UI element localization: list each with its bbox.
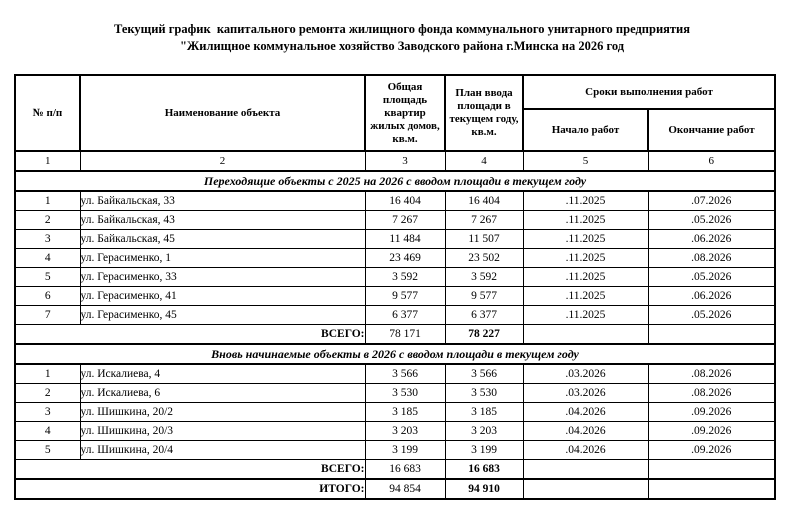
cell-object-name: ул. Байкальская, 45	[80, 229, 365, 248]
cell-num: 1	[15, 191, 80, 210]
cell-plan-area: 3 566	[445, 364, 523, 383]
cell-plan-area: 3 592	[445, 267, 523, 286]
document-title	[0, 21, 804, 55]
table-row	[15, 286, 775, 305]
cell-start-date: .03.2026	[523, 383, 648, 402]
cell-total-area: 3 199	[365, 440, 445, 459]
grand-total-end-empty	[648, 479, 775, 499]
cell-object-name: ул. Герасименко, 45	[80, 305, 365, 324]
table-row	[15, 210, 775, 229]
repair-schedule-table	[14, 74, 776, 500]
cell-total-area: 3 185	[365, 402, 445, 421]
total-start-empty	[523, 459, 648, 479]
total-plan-area: 16 683	[445, 459, 523, 479]
cell-object-name: ул. Герасименко, 41	[80, 286, 365, 305]
cell-end-date: .05.2026	[648, 267, 775, 286]
cell-start-date: .11.2025	[523, 229, 648, 248]
section-header-row	[15, 171, 775, 191]
grand-total-plan-area: 94 910	[445, 479, 523, 499]
cell-num: 3	[15, 402, 80, 421]
column-number: 2	[80, 151, 365, 171]
cell-num: 5	[15, 440, 80, 459]
cell-total-area: 3 566	[365, 364, 445, 383]
column-number: 3	[365, 151, 445, 171]
cell-object-name: ул. Шишкина, 20/2	[80, 402, 365, 421]
grand-total-total-area: 94 854	[365, 479, 445, 499]
cell-plan-area: 16 404	[445, 191, 523, 210]
cell-total-area: 3 530	[365, 383, 445, 402]
cell-end-date: .06.2026	[648, 229, 775, 248]
title-line-2: "Жилищное коммунальное хозяйство Заводского района г.Минска на 2026 год	[179, 39, 625, 53]
total-total-area: 78 171	[365, 324, 445, 344]
table-row	[15, 421, 775, 440]
cell-start-date: .04.2026	[523, 421, 648, 440]
cell-object-name: ул. Байкальская, 43	[80, 210, 365, 229]
cell-start-date: .11.2025	[523, 210, 648, 229]
cell-end-date: .06.2026	[648, 286, 775, 305]
section-header-label: Вновь начинаемые объекты в 2026 с вводом площади в текущем году	[15, 344, 775, 364]
section-total-row	[15, 324, 775, 344]
cell-end-date: .07.2026	[648, 191, 775, 210]
cell-num: 2	[15, 210, 80, 229]
cell-start-date: .11.2025	[523, 286, 648, 305]
cell-start-date: .11.2025	[523, 305, 648, 324]
cell-end-date: .09.2026	[648, 402, 775, 421]
cell-plan-area: 6 377	[445, 305, 523, 324]
grand-total-label: ИТОГО:	[15, 479, 365, 499]
column-number: 1	[15, 151, 80, 171]
grand-total-row	[15, 479, 775, 499]
cell-num: 4	[15, 421, 80, 440]
cell-end-date: .08.2026	[648, 383, 775, 402]
table-row	[15, 440, 775, 459]
cell-plan-area: 3 530	[445, 383, 523, 402]
cell-object-name: ул. Байкальская, 33	[80, 191, 365, 210]
cell-object-name: ул. Герасименко, 33	[80, 267, 365, 286]
cell-start-date: .11.2025	[523, 191, 648, 210]
column-number: 4	[445, 151, 523, 171]
total-end-empty	[648, 324, 775, 344]
cell-start-date: .04.2026	[523, 402, 648, 421]
cell-plan-area: 7 267	[445, 210, 523, 229]
column-number: 6	[648, 151, 775, 171]
cell-total-area: 11 484	[365, 229, 445, 248]
cell-total-area: 7 267	[365, 210, 445, 229]
cell-end-date: .08.2026	[648, 248, 775, 267]
cell-object-name: ул. Шишкина, 20/3	[80, 421, 365, 440]
cell-object-name: ул. Искалиева, 6	[80, 383, 365, 402]
table-header-row	[15, 75, 775, 109]
section-total-row	[15, 459, 775, 479]
table-row	[15, 267, 775, 286]
total-label: ВСЕГО:	[15, 324, 365, 344]
cell-end-date: .09.2026	[648, 440, 775, 459]
cell-total-area: 3 592	[365, 267, 445, 286]
cell-end-date: .05.2026	[648, 305, 775, 324]
cell-end-date: .09.2026	[648, 421, 775, 440]
table-row	[15, 364, 775, 383]
cell-plan-area: 11 507	[445, 229, 523, 248]
table-row	[15, 191, 775, 210]
table-row	[15, 229, 775, 248]
cell-num: 2	[15, 383, 80, 402]
cell-num: 7	[15, 305, 80, 324]
cell-object-name: ул. Герасименко, 1	[80, 248, 365, 267]
total-label: ВСЕГО:	[15, 459, 365, 479]
table-row	[15, 248, 775, 267]
cell-num: 1	[15, 364, 80, 383]
total-total-area: 16 683	[365, 459, 445, 479]
col-header-start: Начало работ	[523, 109, 648, 151]
cell-num: 4	[15, 248, 80, 267]
column-number-row	[15, 151, 775, 171]
table-row	[15, 402, 775, 421]
title-line-1: Текущий график капитального ремонта жилищного фонда коммунального унитарного предприятия	[113, 22, 691, 36]
cell-total-area: 23 469	[365, 248, 445, 267]
section-header-label: Переходящие объекты с 2025 на 2026 с вводом площади в текущем году	[15, 171, 775, 191]
table-row	[15, 305, 775, 324]
cell-plan-area: 3 185	[445, 402, 523, 421]
table-row	[15, 383, 775, 402]
cell-start-date: .03.2026	[523, 364, 648, 383]
cell-total-area: 3 203	[365, 421, 445, 440]
cell-total-area: 6 377	[365, 305, 445, 324]
cell-total-area: 16 404	[365, 191, 445, 210]
col-header-plan-area: План ввода площади в текущем году, кв.м.	[445, 75, 523, 151]
cell-num: 5	[15, 267, 80, 286]
section-header-row	[15, 344, 775, 364]
cell-start-date: .04.2026	[523, 440, 648, 459]
cell-end-date: .08.2026	[648, 364, 775, 383]
cell-plan-area: 23 502	[445, 248, 523, 267]
cell-plan-area: 3 199	[445, 440, 523, 459]
cell-total-area: 9 577	[365, 286, 445, 305]
column-number: 5	[523, 151, 648, 171]
cell-plan-area: 9 577	[445, 286, 523, 305]
total-end-empty	[648, 459, 775, 479]
col-header-total-area: Общая площадь квартир жилых домов, кв.м.	[365, 75, 445, 151]
col-header-end: Окончание работ	[648, 109, 775, 151]
col-header-name: Наименование объекта	[80, 75, 365, 151]
total-start-empty	[523, 324, 648, 344]
cell-start-date: .11.2025	[523, 267, 648, 286]
cell-object-name: ул. Искалиева, 4	[80, 364, 365, 383]
cell-end-date: .05.2026	[648, 210, 775, 229]
total-plan-area: 78 227	[445, 324, 523, 344]
col-header-num: № п/п	[15, 75, 80, 151]
cell-object-name: ул. Шишкина, 20/4	[80, 440, 365, 459]
cell-num: 6	[15, 286, 80, 305]
col-header-terms-group: Сроки выполнения работ	[523, 75, 775, 109]
grand-total-start-empty	[523, 479, 648, 499]
cell-start-date: .11.2025	[523, 248, 648, 267]
cell-plan-area: 3 203	[445, 421, 523, 440]
cell-num: 3	[15, 229, 80, 248]
